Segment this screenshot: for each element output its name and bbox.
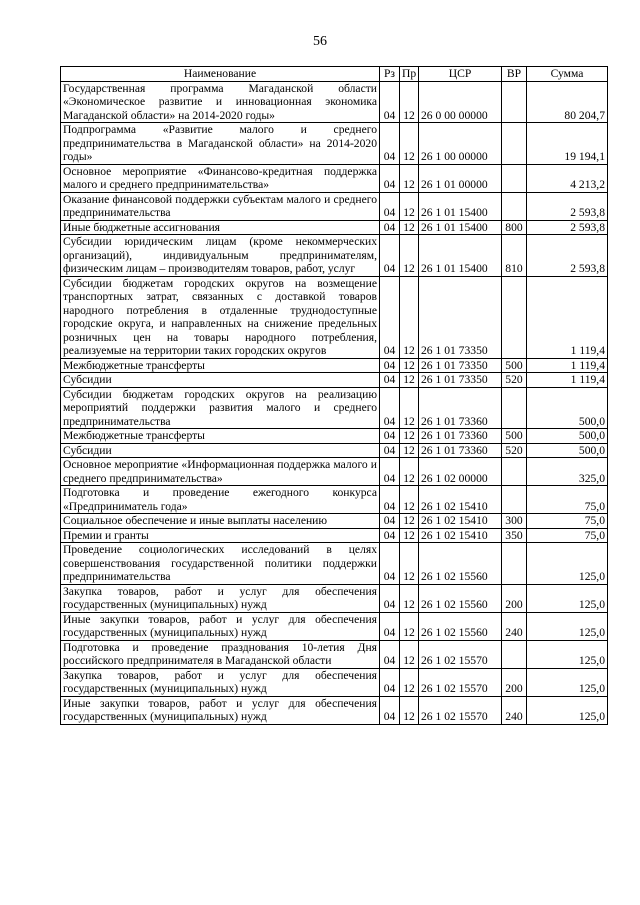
- cell-vr: [502, 164, 527, 192]
- cell-rz: 04: [380, 584, 400, 612]
- cell-csr: 26 1 02 15560: [419, 584, 502, 612]
- cell-sum: 125,0: [527, 543, 608, 585]
- cell-sum: 125,0: [527, 640, 608, 668]
- cell-rz: 04: [380, 543, 400, 585]
- cell-name: Межбюджетные трансферты: [61, 358, 380, 373]
- cell-csr: 26 1 01 73350: [419, 373, 502, 388]
- table-row: [61, 612, 608, 640]
- cell-pr: 12: [400, 373, 419, 388]
- cell-pr: 12: [400, 458, 419, 486]
- cell-name: Субсидии бюджетам городских округов на реализацию мероприятий поддержки развития малого и среднего предпринимательства: [61, 387, 380, 429]
- header-vr: ВР: [502, 67, 527, 82]
- cell-name: Субсидии бюджетам городских округов на возмещение транспортных затрат, связанных с доставкой товаров народного потребления в отдаленные труднодоступные городские округа, и направленных на снижение предельных розничных цен на товары народного потребления, реализуемые на территории таких городских округов: [61, 276, 380, 358]
- cell-csr: 26 1 00 00000: [419, 123, 502, 165]
- table-row: [61, 584, 608, 612]
- cell-rz: 04: [380, 220, 400, 235]
- cell-sum: 75,0: [527, 486, 608, 514]
- table-row: [61, 276, 608, 358]
- cell-vr: 520: [502, 373, 527, 388]
- cell-sum: 125,0: [527, 584, 608, 612]
- table-row: [61, 235, 608, 277]
- table-body: [61, 81, 608, 724]
- table-row: [61, 81, 608, 123]
- cell-rz: 04: [380, 612, 400, 640]
- cell-pr: 12: [400, 528, 419, 543]
- cell-sum: 125,0: [527, 668, 608, 696]
- cell-pr: 12: [400, 584, 419, 612]
- cell-pr: 12: [400, 696, 419, 724]
- cell-csr: 26 1 02 15570: [419, 640, 502, 668]
- cell-vr: 200: [502, 584, 527, 612]
- cell-sum: 1 119,4: [527, 358, 608, 373]
- table-row: [61, 458, 608, 486]
- table-row: [61, 486, 608, 514]
- header-csr: ЦСР: [419, 67, 502, 82]
- cell-pr: 12: [400, 429, 419, 444]
- cell-vr: 200: [502, 668, 527, 696]
- cell-sum: 500,0: [527, 387, 608, 429]
- cell-csr: 26 1 02 15560: [419, 543, 502, 585]
- cell-sum: 2 593,8: [527, 235, 608, 277]
- cell-pr: 12: [400, 192, 419, 220]
- cell-pr: 12: [400, 387, 419, 429]
- cell-csr: 26 1 02 15570: [419, 696, 502, 724]
- cell-name: Основное мероприятие «Информационная поддержка малого и среднего предпринимательства»: [61, 458, 380, 486]
- cell-sum: 500,0: [527, 429, 608, 444]
- cell-rz: 04: [380, 429, 400, 444]
- cell-sum: 500,0: [527, 443, 608, 458]
- cell-name: Иные закупки товаров, работ и услуг для обеспечения государственных (муниципальных) нужд: [61, 612, 380, 640]
- cell-vr: [502, 387, 527, 429]
- cell-vr: [502, 192, 527, 220]
- cell-rz: 04: [380, 235, 400, 277]
- cell-rz: 04: [380, 640, 400, 668]
- cell-sum: 80 204,7: [527, 81, 608, 123]
- cell-name: Государственная программа Магаданской области «Экономическое развитие и инновационная экономика Магаданской области» на 2014-2020 годы»: [61, 81, 380, 123]
- header-pr: Пр: [400, 67, 419, 82]
- cell-pr: 12: [400, 164, 419, 192]
- table-row: [61, 373, 608, 388]
- table-row: [61, 528, 608, 543]
- cell-vr: 350: [502, 528, 527, 543]
- cell-csr: 26 1 01 73360: [419, 429, 502, 444]
- cell-csr: 26 1 01 73360: [419, 443, 502, 458]
- cell-csr: 26 1 01 15400: [419, 192, 502, 220]
- cell-csr: 26 1 01 73350: [419, 358, 502, 373]
- cell-pr: 12: [400, 514, 419, 529]
- cell-rz: 04: [380, 668, 400, 696]
- cell-name: Иные бюджетные ассигнования: [61, 220, 380, 235]
- cell-rz: 04: [380, 514, 400, 529]
- cell-sum: 2 593,8: [527, 192, 608, 220]
- cell-sum: 19 194,1: [527, 123, 608, 165]
- cell-sum: 125,0: [527, 696, 608, 724]
- cell-pr: 12: [400, 81, 419, 123]
- cell-rz: 04: [380, 192, 400, 220]
- cell-vr: 300: [502, 514, 527, 529]
- cell-vr: [502, 276, 527, 358]
- cell-pr: 12: [400, 668, 419, 696]
- table-row: [61, 514, 608, 529]
- table-row: [61, 696, 608, 724]
- cell-name: Закупка товаров, работ и услуг для обеспечения государственных (муниципальных) нужд: [61, 584, 380, 612]
- cell-name: Оказание финансовой поддержки субъектам малого и среднего предпринимательства: [61, 192, 380, 220]
- cell-rz: 04: [380, 164, 400, 192]
- cell-vr: [502, 123, 527, 165]
- cell-vr: 810: [502, 235, 527, 277]
- cell-csr: 26 1 02 00000: [419, 458, 502, 486]
- cell-name: Иные закупки товаров, работ и услуг для обеспечения государственных (муниципальных) нужд: [61, 696, 380, 724]
- cell-pr: 12: [400, 486, 419, 514]
- cell-csr: 26 1 02 15410: [419, 528, 502, 543]
- cell-csr: 26 0 00 00000: [419, 81, 502, 123]
- cell-name: Проведение социологических исследований в целях совершенствования государственной политики поддержки предпринимательства: [61, 543, 380, 585]
- cell-rz: 04: [380, 276, 400, 358]
- cell-csr: 26 1 02 15560: [419, 612, 502, 640]
- cell-name: Социальное обеспечение и иные выплаты населению: [61, 514, 380, 529]
- cell-pr: 12: [400, 220, 419, 235]
- cell-csr: 26 1 01 73350: [419, 276, 502, 358]
- cell-sum: 1 119,4: [527, 276, 608, 358]
- table-row: [61, 192, 608, 220]
- cell-name: Субсидии юридическим лицам (кроме некоммерческих организаций), индивидуальным предпринимателям, физическим лицам – производителям товаров, работ, услуг: [61, 235, 380, 277]
- cell-vr: 240: [502, 696, 527, 724]
- cell-rz: 04: [380, 358, 400, 373]
- cell-rz: 04: [380, 528, 400, 543]
- cell-rz: 04: [380, 81, 400, 123]
- cell-csr: 26 1 02 15410: [419, 486, 502, 514]
- cell-vr: 520: [502, 443, 527, 458]
- cell-csr: 26 1 01 73360: [419, 387, 502, 429]
- cell-rz: 04: [380, 696, 400, 724]
- table-row: [61, 123, 608, 165]
- cell-name: Подготовка и проведение ежегодного конкурса «Предприниматель года»: [61, 486, 380, 514]
- cell-sum: 325,0: [527, 458, 608, 486]
- table-row: [61, 429, 608, 444]
- cell-name: Межбюджетные трансферты: [61, 429, 380, 444]
- cell-rz: 04: [380, 486, 400, 514]
- cell-rz: 04: [380, 387, 400, 429]
- cell-vr: 500: [502, 429, 527, 444]
- table-row: [61, 358, 608, 373]
- cell-vr: [502, 458, 527, 486]
- header-sum: Сумма: [527, 67, 608, 82]
- cell-sum: 4 213,2: [527, 164, 608, 192]
- cell-name: Подготовка и проведение празднования 10-летия Дня российского предпринимателя в Магаданской области: [61, 640, 380, 668]
- table-row: [61, 387, 608, 429]
- cell-pr: 12: [400, 443, 419, 458]
- table-row: [61, 668, 608, 696]
- cell-name: Закупка товаров, работ и услуг для обеспечения государственных (муниципальных) нужд: [61, 668, 380, 696]
- cell-sum: 125,0: [527, 612, 608, 640]
- cell-rz: 04: [380, 458, 400, 486]
- cell-csr: 26 1 02 15570: [419, 668, 502, 696]
- cell-vr: [502, 486, 527, 514]
- cell-name: Подпрограмма «Развитие малого и среднего предпринимательства в Магаданской области» на 2014-2020 годы»: [61, 123, 380, 165]
- table-row: [61, 640, 608, 668]
- cell-pr: 12: [400, 123, 419, 165]
- cell-vr: 800: [502, 220, 527, 235]
- cell-rz: 04: [380, 443, 400, 458]
- cell-csr: 26 1 02 15410: [419, 514, 502, 529]
- budget-table: [60, 66, 608, 725]
- cell-sum: 2 593,8: [527, 220, 608, 235]
- cell-vr: [502, 640, 527, 668]
- cell-vr: [502, 543, 527, 585]
- table-row: [61, 543, 608, 585]
- table-header-row: [61, 67, 608, 82]
- table-row: [61, 220, 608, 235]
- cell-sum: 75,0: [527, 528, 608, 543]
- table-row: [61, 443, 608, 458]
- cell-pr: 12: [400, 612, 419, 640]
- cell-sum: 1 119,4: [527, 373, 608, 388]
- table-row: [61, 164, 608, 192]
- cell-pr: 12: [400, 235, 419, 277]
- cell-vr: 240: [502, 612, 527, 640]
- cell-csr: 26 1 01 15400: [419, 220, 502, 235]
- cell-csr: 26 1 01 00000: [419, 164, 502, 192]
- cell-name: Субсидии: [61, 373, 380, 388]
- cell-name: Основное мероприятие «Финансово-кредитная поддержка малого и среднего предпринимательства»: [61, 164, 380, 192]
- cell-pr: 12: [400, 543, 419, 585]
- cell-csr: 26 1 01 15400: [419, 235, 502, 277]
- cell-pr: 12: [400, 640, 419, 668]
- cell-vr: 500: [502, 358, 527, 373]
- header-name: Наименование: [61, 67, 380, 82]
- cell-pr: 12: [400, 276, 419, 358]
- header-rz: Рз: [380, 67, 400, 82]
- cell-name: Премии и гранты: [61, 528, 380, 543]
- cell-pr: 12: [400, 358, 419, 373]
- cell-rz: 04: [380, 373, 400, 388]
- cell-rz: 04: [380, 123, 400, 165]
- cell-name: Субсидии: [61, 443, 380, 458]
- cell-vr: [502, 81, 527, 123]
- cell-sum: 75,0: [527, 514, 608, 529]
- page-number: 56: [313, 34, 327, 49]
